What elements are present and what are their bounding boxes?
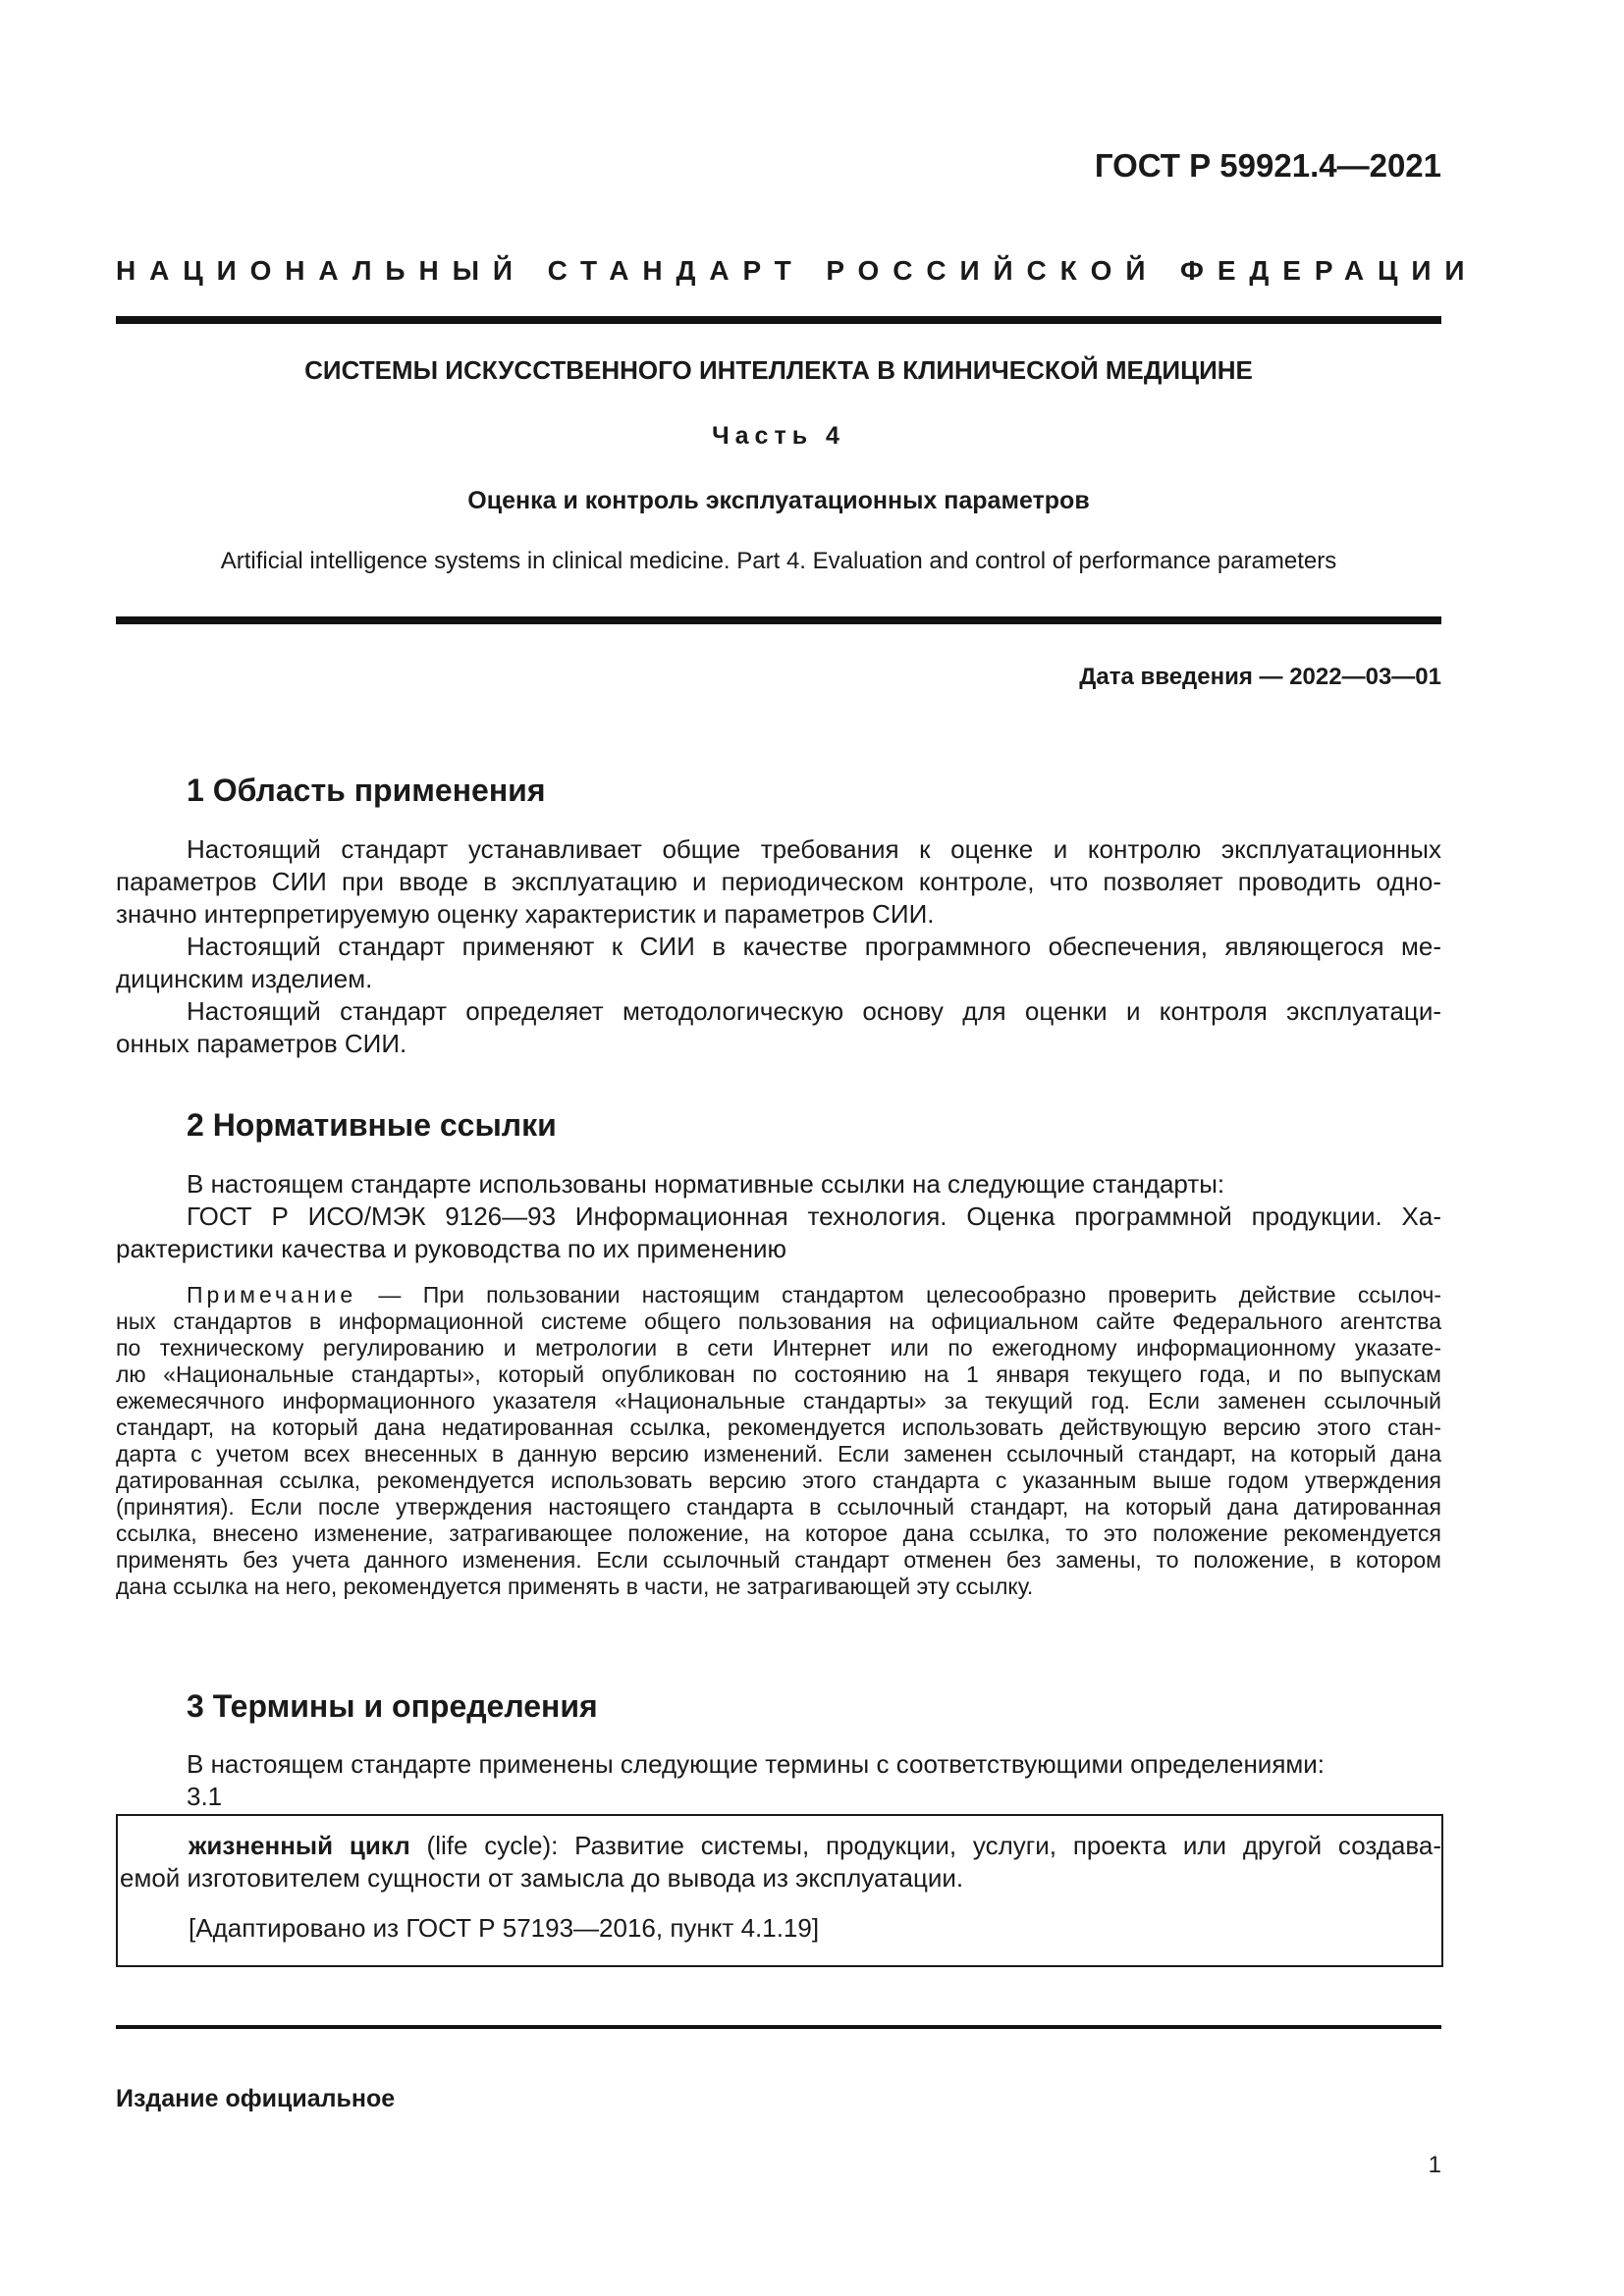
term-line: емой изготовителем сущности от замысла до вывода из эксплуатации.: [120, 1863, 964, 1893]
title-bottom-rule: [116, 616, 1441, 624]
term-number: 3.1: [187, 1782, 223, 1811]
section-2-heading: 2 Нормативные ссылки: [187, 1107, 557, 1143]
english-title: Artificial intelligence systems in clinical medicine. Part 4. Evaluation and control of performance parameters: [220, 548, 1337, 574]
section-2-body: [116, 1168, 1441, 1265]
section-2-note: [116, 1282, 1441, 1600]
section-1-line: онных параметров СИИ.: [116, 1029, 407, 1058]
section-3-body: [116, 1748, 1441, 1813]
section-3-intro: В настоящем стандарте применены следующие термины с соответствующими определениями:: [187, 1749, 1326, 1779]
section-1-line: значно интерпретируемую оценку характеристик и параметров СИИ.: [116, 899, 935, 929]
term-definition-text: (life cycle): Развитие системы, продукции, услуги, проекта или другой создава-: [409, 1831, 1441, 1860]
note-line: стандарт, на который дана недатированная ссылка, рекомендуется использовать действующую версию этого стан-: [116, 1415, 1441, 1440]
term-source: [Адаптировано из ГОСТ Р 57193—2016, пункт 4.1.19]: [189, 1913, 820, 1943]
note-line: лю «Национальные стандарты», который опубликован по состоянию на 1 января текущего года, и по выпускам: [116, 1362, 1441, 1387]
document-part: Часть 4: [712, 422, 845, 450]
note-line: дарта с учетом всех внесенных в данную версию изменений. Если заменен ссылочный стандарт, на который дана: [116, 1441, 1441, 1467]
section-1-body: [116, 833, 1441, 1060]
section-3-heading: 3 Термины и определения: [187, 1688, 598, 1724]
introduction-date: Дата введения — 2022—03—01: [1079, 664, 1441, 690]
term-definition-box: [116, 1814, 1443, 1967]
section-1-heading: 1 Область применения: [187, 773, 546, 808]
note-line: применять без учета данного изменения. Если ссылочный стандарт отменен без замены, то положение, в котором: [116, 1547, 1441, 1573]
national-standard-banner: НАЦИОНАЛЬНЫЙ СТАНДАРТ РОССИЙСКОЙ ФЕДЕРАЦИИ: [116, 255, 1479, 286]
note-text: — При пользовании настоящим стандартом целесообразно проверить действие ссылоч-: [356, 1282, 1441, 1308]
section-1-line: Настоящий стандарт применяют к СИИ в качестве программного обеспечения, являющегося ме-: [187, 932, 1441, 961]
term-source-block: [118, 1912, 1441, 1945]
note-line: ссылка, внесено изменение, затрагивающее положение, на которое дана ссылка, то это положение рекомендуется: [116, 1521, 1441, 1546]
section-2-line: ГОСТ Р ИСО/МЭК 9126—93 Информационная технология. Оценка программной продукции. Ха-: [187, 1201, 1441, 1231]
document-title: СИСТЕМЫ ИСКУССТВЕННОГО ИНТЕЛЛЕКТА В КЛИНИЧЕСКОЙ МЕДИЦИНЕ: [304, 355, 1253, 385]
section-2-line: рактеристики качества и руководства по их применению: [116, 1234, 786, 1263]
note-line: ных стандартов в информационной системе общего пользования на официальном сайте Федерального агентства: [116, 1308, 1441, 1334]
note-line: ежемесячного информационного указателя «Национальные стандарты» за текущий год. Если заменен ссылочный: [116, 1388, 1441, 1414]
section-1-line: Настоящий стандарт определяет методологическую основу для оценки и контроля эксплуатаци-: [187, 996, 1441, 1026]
section-1-line: Настоящий стандарт устанавливает общие требования к оценке и контролю эксплуатационных: [187, 834, 1441, 864]
section-1-line: параметров СИИ при вводе в эксплуатацию и периодическом контроле, что позволяет проводить одно-: [116, 867, 1441, 896]
official-edition-label: Издание официальное: [116, 2085, 396, 2112]
section-2-line: В настоящем стандарте использованы нормативные ссылки на следующие стандарты:: [187, 1169, 1225, 1199]
document-subtitle: Оценка и контроль эксплуатационных параметров: [467, 487, 1090, 514]
term-line: [118, 1830, 1441, 1862]
note-line: дана ссылка на него, рекомендуется применять в части, не затрагивающей эту ссылку.: [116, 1574, 1034, 1599]
document-number: ГОСТ Р 59921.4—2021: [1094, 147, 1441, 184]
section-1-line: дицинским изделием.: [116, 964, 373, 993]
page-number: 1: [1428, 2152, 1441, 2178]
note-line: [116, 1282, 1441, 1308]
note-line: датированная ссылка, рекомендуется использовать версию этого стандарта с указанным выше годом утверждения: [116, 1468, 1441, 1493]
footer-rule: [116, 2025, 1441, 2029]
note-line: по техническому регулированию и метрологии в сети Интернет или по ежегодному информационному указате-: [116, 1335, 1441, 1361]
note-line: (принятия). Если после утверждения настоящего стандарта в ссылочный стандарт, на который дана датированная: [116, 1494, 1441, 1520]
term-name: жизненный цикл: [189, 1831, 410, 1860]
term-definition: [118, 1830, 1441, 1895]
note-label: Примечание: [187, 1282, 357, 1308]
top-rule: [116, 316, 1441, 324]
